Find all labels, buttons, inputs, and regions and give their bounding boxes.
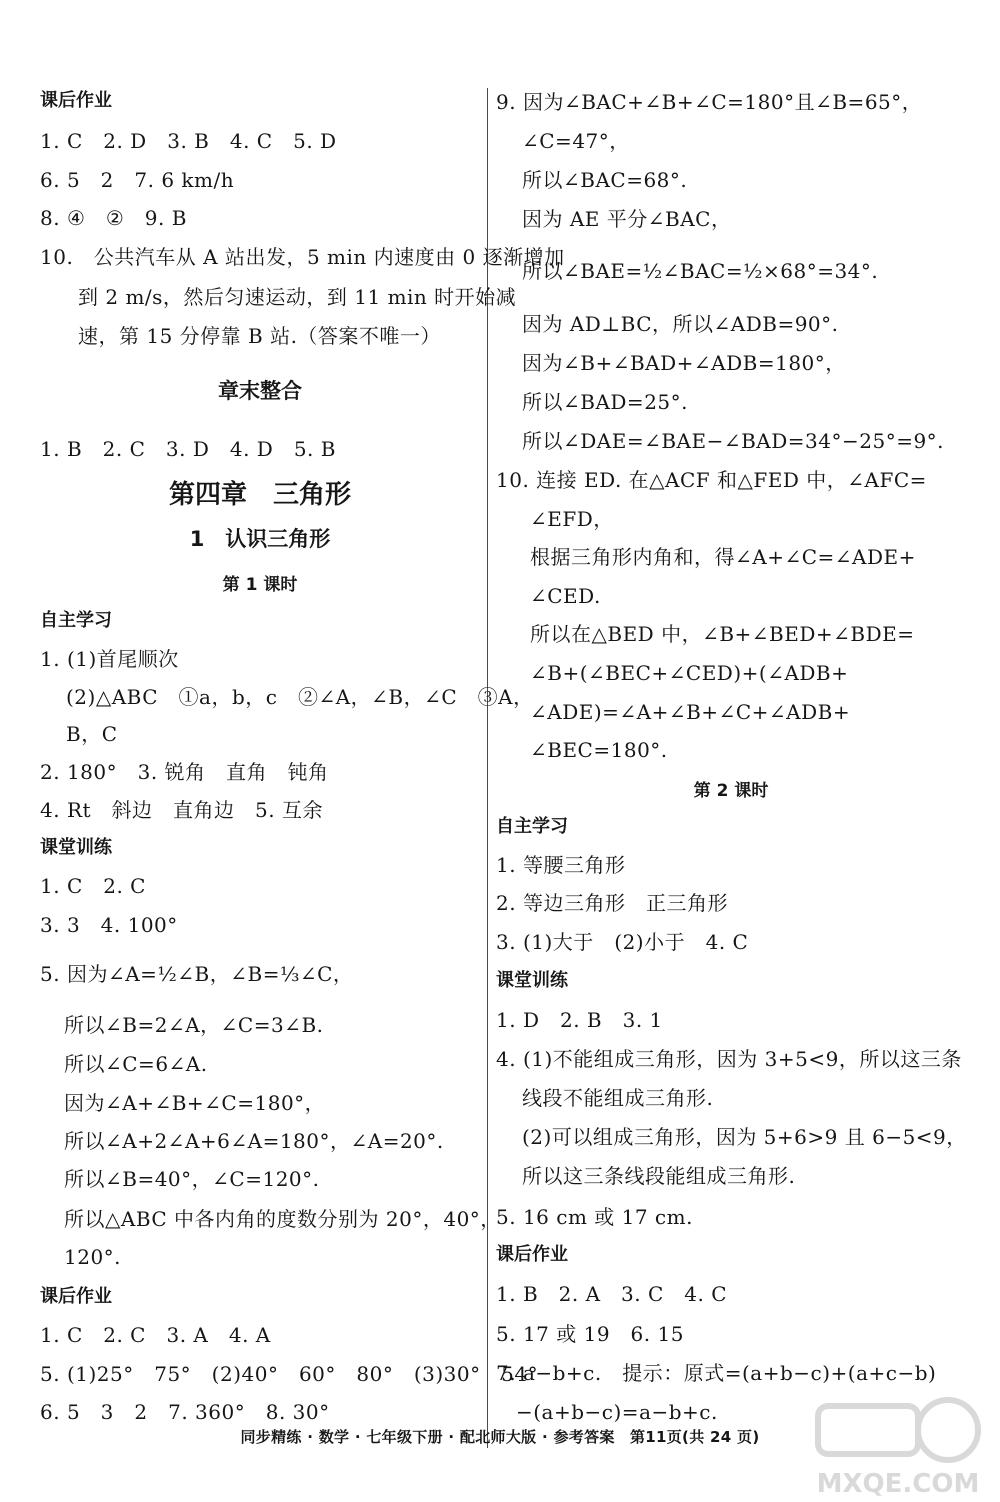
answer-line: 5. 因为∠A=½∠B，∠B=⅓∠C， <box>40 962 354 986</box>
answer-line: ∠CED. <box>530 584 601 608</box>
answer-line: 1. (1)首尾顺次 <box>40 647 179 671</box>
answer-line: 10. 连接 ED. 在△ACF 和△FED 中，∠AFC= <box>496 468 927 492</box>
answer-line: 所以∠BAC=68°. <box>522 168 688 192</box>
answer-line: 所以∠DAE=∠BAE−∠BAD=34°−25°=9°. <box>522 429 945 453</box>
answer-line: 2. 等边三角形 正三角形 <box>496 891 728 915</box>
watermark-logo <box>808 1392 988 1500</box>
answer-line: 8. ④ ② 9. B <box>40 206 187 230</box>
watermark-text: MXQE.COM <box>816 1469 980 1499</box>
answer-line: ∠C=47°， <box>522 129 630 153</box>
answer-line: ∠B+(∠BEC+∠CED)+(∠ADB+ <box>530 661 849 685</box>
answer-line: 所以∠BAD=25°. <box>522 390 688 414</box>
answer-line: (2)可以组成三角形，因为 5+6>9 且 6−5<9， <box>522 1125 967 1149</box>
answer-line: ∠EFD， <box>530 507 614 531</box>
answer-line: 1. C 2. D 3. B 4. C 5. D <box>40 129 337 153</box>
answer-line: 1. C 2. C <box>40 874 146 898</box>
answer-line: 1. B 2. C 3. D 4. D 5. B <box>40 437 336 461</box>
period-title: 第 1 课时 <box>222 575 298 595</box>
answer-line: 因为 AD⊥BC，所以∠ADB=90°. <box>522 312 839 336</box>
answer-line: 所以△ABC 中各内角的度数分别为 20°，40°， <box>64 1207 501 1231</box>
answer-line: 1. 等腰三角形 <box>496 853 626 877</box>
lesson-title: 1 认识三角形 <box>189 527 331 551</box>
answer-line: 所以在△BED 中，∠B+∠BED+∠BDE= <box>530 622 915 646</box>
heading-class-training: 课堂训练 <box>496 970 568 991</box>
section-title: 章末整合 <box>218 379 302 403</box>
heading-self-study: 自主学习 <box>496 816 568 837</box>
answer-line: 因为 AE 平分∠BAC， <box>522 207 732 231</box>
answer-line: (2)△ABC ①a，b，c ②∠A，∠B，∠C ③A， <box>66 685 534 709</box>
answer-line: ∠ADE)=∠A+∠B+∠C+∠ADB+ <box>530 700 851 724</box>
chapter-title: 第四章 三角形 <box>168 480 351 510</box>
answer-line: 10. 公共汽车从 A 站出发，5 min 内速度由 0 逐渐增加 <box>40 245 565 269</box>
answer-line: 到 2 m/s，然后匀速运动，到 11 min 时开始减 <box>78 285 517 309</box>
answer-line: 1. C 2. C 3. A 4. A <box>40 1323 271 1347</box>
page-footer: 同步精练 · 数学 · 七年级下册 · 配北师大版 · 参考答案 第11页(共 24 页) <box>240 1428 760 1446</box>
period-title: 第 2 课时 <box>693 781 769 801</box>
answer-line: 3. (1)大于 (2)小于 4. C <box>496 930 749 954</box>
heading-class-training: 课堂训练 <box>40 837 112 858</box>
answer-line: 6. 5 3 2 7. 360° 8. 30° <box>40 1400 330 1424</box>
answer-line: 7. a−b+c. 提示：原式=(a+b−c)+(a+c−b) <box>496 1361 937 1385</box>
answer-line: 因为∠B+∠BAD+∠ADB=180°， <box>522 351 846 375</box>
answer-line: 所以∠B=40°，∠C=120°. <box>64 1167 320 1191</box>
answer-line: 6. 5 2 7. 6 km/h <box>40 168 235 192</box>
answer-line: ∠BEC=180°. <box>530 738 668 762</box>
answer-line: 4. (1)不能组成三角形，因为 3+5<9，所以这三条 <box>496 1047 962 1071</box>
heading-homework: 课后作业 <box>40 90 112 111</box>
answer-line: 因为∠A+∠B+∠C=180°， <box>64 1091 326 1115</box>
answer-line: 1. D 2. B 3. 1 <box>496 1008 663 1032</box>
answer-line: 5. 17 或 19 6. 15 <box>496 1322 684 1346</box>
answer-line: −(a+b−c)=a−b+c. <box>516 1400 718 1424</box>
answer-line: 根据三角形内角和，得∠A+∠C=∠ADE+ <box>530 545 916 569</box>
heading-homework: 课后作业 <box>40 1286 112 1307</box>
answer-line: 所以∠B=2∠A，∠C=3∠B. <box>64 1013 324 1037</box>
answer-line: 120°. <box>64 1245 122 1269</box>
heading-homework: 课后作业 <box>496 1244 568 1265</box>
answer-line: 5. 16 cm 或 17 cm. <box>496 1205 693 1229</box>
answer-line: 所以这三条线段能组成三角形. <box>522 1164 796 1188</box>
answer-line: 所以∠BAE=½∠BAC=½×68°=34°. <box>522 259 879 283</box>
answer-line: 所以∠C=6∠A. <box>64 1052 208 1076</box>
answer-line: 3. 3 4. 100° <box>40 913 178 937</box>
answer-line: 9. 因为∠BAC+∠B+∠C=180°且∠B=65°， <box>496 90 923 114</box>
answer-line: 2. 180° 3. 锐角 直角 钝角 <box>40 760 329 784</box>
answer-line: 4. Rt 斜边 直角边 5. 互余 <box>40 798 323 822</box>
answer-line: 所以∠A+2∠A+6∠A=180°，∠A=20°. <box>64 1129 444 1153</box>
answer-line: 速，第 15 分停靠 B 站.（答案不唯一） <box>78 324 441 348</box>
answer-line: 线段不能组成三角形. <box>522 1086 714 1110</box>
answer-line: 1. B 2. A 3. C 4. C <box>496 1282 728 1306</box>
answer-line: B，C <box>66 722 118 746</box>
answer-line: 5. (1)25° 75° (2)40° 60° 80° (3)30° 54° <box>40 1362 539 1386</box>
heading-self-study: 自主学习 <box>40 610 112 631</box>
